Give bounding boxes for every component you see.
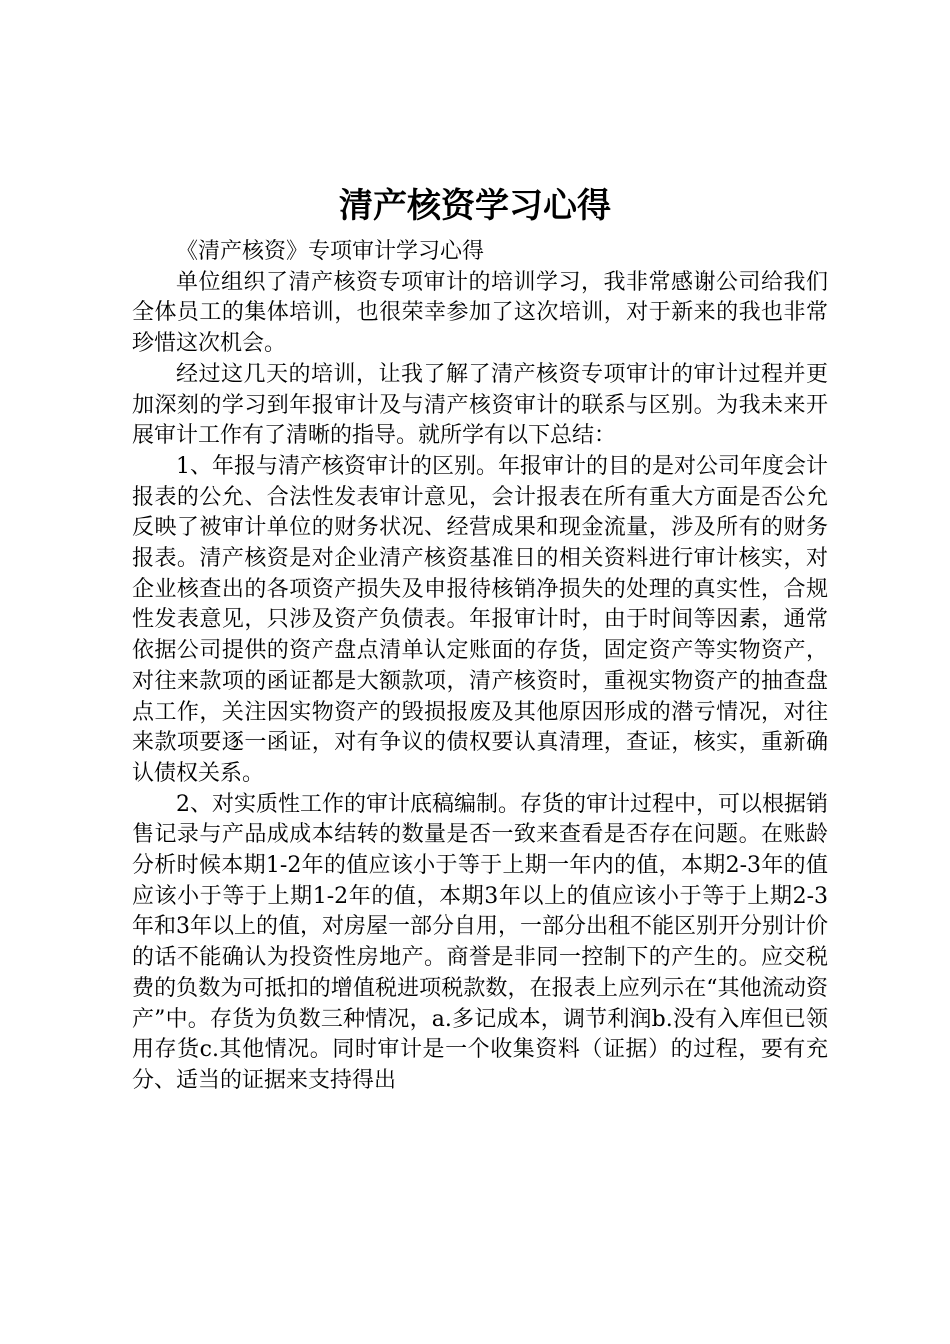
point-two-paragraph: 2、对实质性工作的审计底稿编制。存货的审计过程中，可以根据销售记录与产品成成本结转的数量是否一致来查看是否存在问题。在账龄分析时候本期1-2年的值应该小于等于上期一年内的值，本期2-3年的值应该小于等于上期1-2年的值，本期3年以上的值应该小于等于上期2-3年和3年以上的值，对房屋一部分自用，一部分出租不能区别开分别计价的话不能确认为投资性房地产。商誉是非同一控制下的产生的。应交税费的负数为可抵扣的增值税进项税款数，在报表上应列示在“其他流动资产”中。存货为负数三种情况，a.多记成本，调节利润b.没有入库但已领用存货c.其他情况。同时审计是一个收集资料（证据）的过程，要有充分、适当的证据来支持得出 xyxy=(132,791,828,1093)
intro-paragraph: 单位组织了清产核资专项审计的培训学习，我非常感谢公司给我们全体员工的集体培训，也很荣幸参加了这次培训，对于新来的我也非常珍惜这次机会。 xyxy=(132,269,828,357)
training-paragraph: 经过这几天的培训，让我了解了清产核资专项审计的审计过程并更加深刻的学习到年报审计及与清产核资审计的联系与区别。为我未来开展审计工作有了清晰的指导。就所学有以下总结： xyxy=(132,361,828,449)
point-one-paragraph: 1、年报与清产核资审计的区别。年报审计的目的是对公司年度会计报表的公允、合法性发表审计意见，会计报表在所有重大方面是否公允反映了被审计单位的财务状况、经营成果和现金流量，涉及所有的财务报表。清产核资是对企业清产核资基准日的相关资料进行审计核实，对企业核查出的各项资产损失及申报待核销净损失的处理的真实性，合规性发表意见，只涉及资产负债表。年报审计时，由于时间等因素，通常依据公司提供的资产盘点清单认定账面的存货，固定资产等实物资产，对往来款项的函证都是大额款项，清产核资时，重视实物资产的抽查盘点工作，关注因实物资产的毁损报废及其他原因形成的潜亏情况，对往来款项要逐一函证，对有争议的债权要认真清理，查证，核实，重新确认债权关系。 xyxy=(132,453,828,786)
subtitle-paragraph: 《清产核资》专项审计学习心得 xyxy=(176,239,485,264)
document-body xyxy=(132,237,828,1097)
document-title: 清产核资学习心得 xyxy=(339,186,611,226)
